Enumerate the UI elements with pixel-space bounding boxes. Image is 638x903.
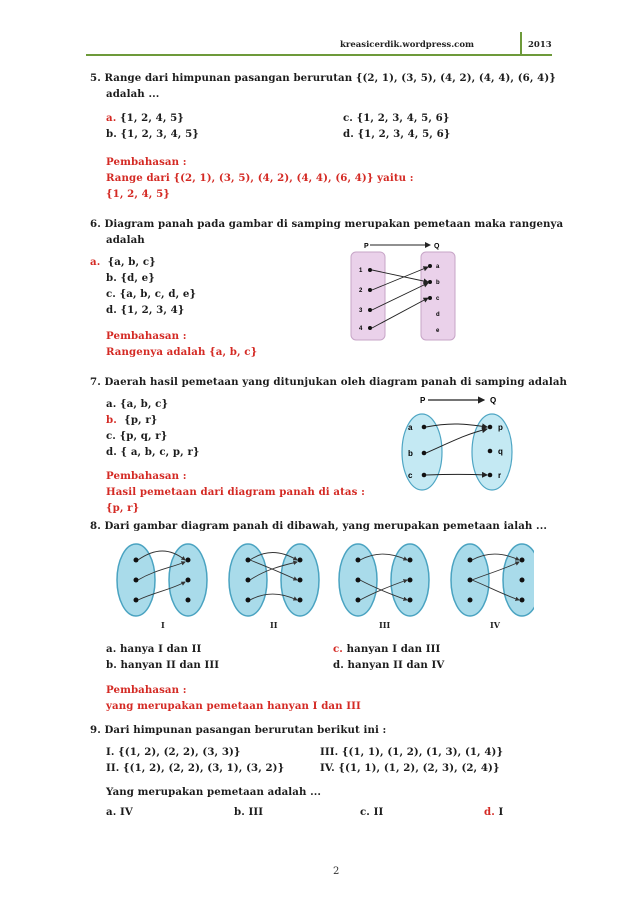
header-year: 2013 — [528, 40, 552, 50]
q8-label-i: I — [161, 620, 165, 630]
q6-stem-line2: adalah — [106, 234, 145, 246]
q8-option-c: c. hanyan I dan III — [333, 643, 441, 655]
q6-right-d: d — [436, 312, 440, 318]
q9-stem: 9. Dari himpunan pasangan berurutan berikut ini : — [90, 724, 387, 736]
q6-right-a: a — [436, 264, 440, 270]
q5-pembahasan-line2: {1, 2, 4, 5} — [106, 188, 170, 200]
q7-option-d: d. { a, b, c, p, r} — [106, 446, 200, 458]
q5-option-a: a. {1, 2, 4, 5} — [106, 112, 184, 124]
q9-option-a: a. IV — [106, 806, 133, 818]
q7-right-r: r — [498, 471, 502, 480]
header-divider — [520, 32, 522, 56]
q9-item-ii: II. {(1, 2), (2, 2), (3, 1), (3, 2)} — [106, 762, 285, 774]
q6-left-2: 2 — [359, 288, 363, 294]
q6-label-p: P — [364, 243, 369, 250]
q8-diagrams — [110, 540, 534, 632]
q8-label-iv: IV — [490, 620, 500, 630]
q6-left-4: 4 — [359, 326, 363, 332]
q5-pembahasan-line1: Range dari {(2, 1), (3, 5), (4, 2), (4, 4), (6, 4)} yaitu : — [106, 172, 414, 184]
q7-stem: 7. Daerah hasil pemetaan yang ditunjukan oleh diagram panah di samping adalah — [90, 376, 568, 388]
header-rule — [86, 54, 552, 56]
q7-option-c: c. {p, q, r} — [106, 430, 168, 442]
q7-option-a: a. {a, b, c} — [106, 398, 169, 410]
q6-option-d: d. {1, 2, 3, 4} — [106, 304, 185, 316]
q8-pembahasan-line1: yang merupakan pemetaan hanyan I dan III — [106, 700, 361, 712]
q8-option-a: a. hanya I dan II — [106, 643, 202, 655]
q9-item-i: I. {(1, 2), (2, 2), (3, 3)} — [106, 746, 241, 758]
q5-option-c: c. {1, 2, 3, 4, 5, 6} — [343, 112, 450, 124]
q7-pembahasan-line1: Hasil pemetaan dari diagram panah di atas : — [106, 486, 365, 498]
q5-option-d: d. {1, 2, 3, 4, 5, 6} — [343, 128, 451, 140]
q6-right-c: c — [436, 296, 440, 302]
q5-pembahasan-title: Pembahasan : — [106, 156, 187, 168]
q9-option-c: c. II — [360, 806, 384, 818]
q5-stem-line1: 5. Range dari himpunan pasangan berurutan {(2, 1), (3, 5), (4, 2), (4, 4), (6, 4)} — [90, 72, 556, 84]
q9-option-d: d. I — [484, 806, 504, 818]
q5-option-b: b. {1, 2, 3, 4, 5} — [106, 128, 199, 140]
q6-stem-line1: 6. Diagram panah pada gambar di samping merupakan pemetaan maka rangenya — [90, 218, 564, 230]
header-site: kreasicerdik.wordpress.com — [340, 40, 474, 50]
q6-option-a: a. {a, b, c} — [90, 256, 156, 268]
q9-item-iii: III. {(1, 1), (1, 2), (1, 3), (1, 4)} — [320, 746, 504, 758]
q8-option-d: d. hanyan II dan IV — [333, 659, 445, 671]
q9-item-iv: IV. {(1, 1), (1, 2), (2, 3), (2, 4)} — [320, 762, 500, 774]
q9-ask: Yang merupakan pemetaan adalah ... — [106, 786, 322, 798]
q7-right-q: q — [498, 447, 503, 456]
q6-left-1: 1 — [359, 268, 363, 274]
q7-right-p: p — [498, 423, 503, 432]
q6-right-b: b — [436, 280, 440, 286]
q8-label-iii: III — [379, 620, 391, 630]
q7-pembahasan-line2: {p, r} — [106, 502, 140, 514]
q6-pembahasan-line1: Rangenya adalah {a, b, c} — [106, 346, 258, 358]
q6-label-q: Q — [434, 243, 440, 250]
q7-label-q: Q — [490, 396, 497, 405]
q6-right-e: e — [436, 328, 440, 334]
q6-arrow-diagram — [348, 240, 458, 344]
q7-option-b: b. {p, r} — [106, 414, 158, 426]
q7-arrow-diagram — [396, 394, 522, 492]
page-number: 2 — [333, 866, 340, 877]
q7-pembahasan-title: Pembahasan : — [106, 470, 187, 482]
q8-label-ii: II — [270, 620, 278, 630]
q7-left-a: a — [408, 423, 413, 432]
q8-pembahasan-title: Pembahasan : — [106, 684, 187, 696]
q8-option-b: b. hanyan II dan III — [106, 659, 220, 671]
q8-stem: 8. Dari gambar diagram panah di dibawah, yang merupakan pemetaan ialah ... — [90, 520, 548, 532]
q6-left-3: 3 — [359, 308, 363, 314]
q6-option-c: c. {a, b, c, d, e} — [106, 288, 197, 300]
q7-left-c: c — [408, 471, 413, 480]
q7-left-b: b — [408, 449, 413, 458]
q7-label-p: P — [420, 396, 426, 405]
q6-option-b: b. {d, e} — [106, 272, 155, 284]
q5-stem-line2: adalah ... — [106, 88, 160, 100]
q6-pembahasan-title: Pembahasan : — [106, 330, 187, 342]
q9-option-b: b. III — [234, 806, 264, 818]
